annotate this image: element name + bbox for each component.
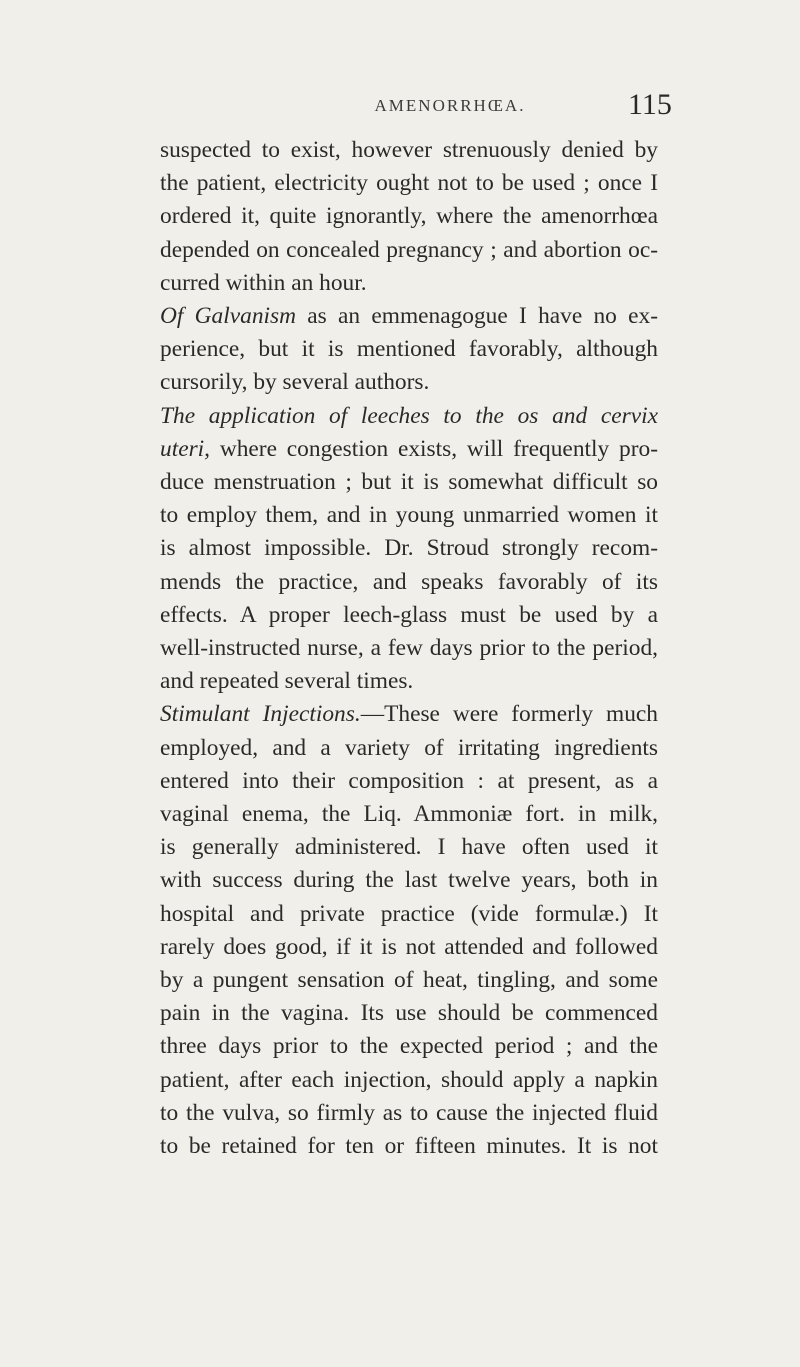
text-segment: depended on concealed pregnancy ; and abortion oc- [160, 236, 658, 263]
text-segment: hospital and private practice (vide formulæ.) It [160, 900, 658, 927]
text-line [160, 267, 658, 300]
text-segment: suspected to exist, however strenuously denied by [160, 137, 658, 163]
running-head [0, 88, 800, 128]
text-line [160, 831, 658, 864]
text-segment: to employ them, and in young unmarried women it [160, 502, 658, 529]
page-number: 115 [628, 88, 672, 121]
text-line [160, 532, 658, 565]
text-line [160, 698, 658, 731]
text-line [160, 400, 658, 433]
text-line [160, 366, 658, 399]
text-line [160, 499, 658, 532]
text-line [160, 333, 658, 366]
text-line [160, 931, 658, 964]
text-segment: as an emmenagogue I have no ex- [296, 303, 659, 330]
text-segment: perience, but it is mentioned favorably, although [160, 336, 658, 363]
text-segment: curred within an hour. [160, 269, 367, 296]
text-line [160, 665, 658, 698]
text-line [160, 200, 658, 233]
text-segment: where congestion exists, will frequently pro- [210, 435, 658, 462]
text-line [160, 964, 658, 997]
text-line [160, 1030, 658, 1063]
italic-text: Stimulant Injections. [160, 701, 361, 728]
text-segment: —These were formerly much [360, 701, 659, 728]
text-segment: mends the practice, and speaks favorably of its [160, 568, 658, 595]
text-segment: well-instructed nurse, a few days prior to the period, [160, 635, 658, 662]
text-line [160, 898, 658, 931]
text-segment: patient, after each injection, should apply a napkin [160, 1066, 658, 1093]
text-segment: pain in the vagina. Its use should be commenced [160, 1000, 658, 1027]
text-segment: is generally administered. I have often used it [160, 834, 658, 861]
text-line [160, 599, 658, 632]
italic-text: uteri, [160, 435, 211, 462]
text-segment: cursorily, by several authors. [160, 369, 430, 396]
text-segment: the patient, electricity ought not to be used ; once I [160, 170, 658, 197]
text-line [160, 466, 658, 499]
text-line [160, 765, 658, 798]
text-line [160, 632, 658, 665]
text-segment: with success during the last twelve years, both in [160, 867, 658, 894]
running-title: AMENORRHŒA. [374, 96, 526, 115]
text-segment: is almost impossible. Dr. Stroud strongly recom- [160, 535, 658, 562]
text-segment: employed, and a variety of irritating ingredients [160, 734, 658, 761]
text-segment: by a pungent sensation of heat, tingling, and some [160, 967, 658, 994]
text-line [160, 1130, 658, 1163]
text-segment: three days prior to the expected period ; and the [160, 1033, 658, 1060]
text-segment: to the vulva, so firmly as to cause the injected fluid [160, 1099, 658, 1126]
text-line [160, 732, 658, 765]
text-line [160, 134, 658, 167]
text-line [160, 1097, 658, 1130]
italic-text: The application of leeches to the os and cervix [160, 402, 658, 429]
text-line [160, 300, 658, 333]
text-segment: ordered it, quite ignorantly, where the amenorrhœa [160, 203, 658, 230]
text-line [160, 1064, 658, 1097]
text-segment: entered into their composition : at present, as a [160, 767, 658, 794]
text-segment: rarely does good, if it is not attended and followed [160, 933, 658, 960]
text-line [160, 798, 658, 831]
text-segment: to be retained for ten or fifteen minutes. It is not [160, 1133, 658, 1160]
text-line [160, 433, 658, 466]
italic-text: Of Galvanism [160, 303, 297, 330]
text-line [160, 167, 658, 200]
text-segment: effects. A proper leech-glass must be used by a [160, 601, 658, 628]
text-segment: and repeated several times. [160, 668, 414, 695]
text-line [160, 997, 658, 1030]
text-line [160, 234, 658, 267]
body-text [160, 134, 658, 1163]
text-segment: vaginal enema, the Liq. Ammoniæ fort. in milk, [160, 801, 658, 828]
text-line [160, 566, 658, 599]
text-line [160, 864, 658, 897]
text-segment: duce menstruation ; but it is somewhat difficult so [160, 469, 658, 496]
